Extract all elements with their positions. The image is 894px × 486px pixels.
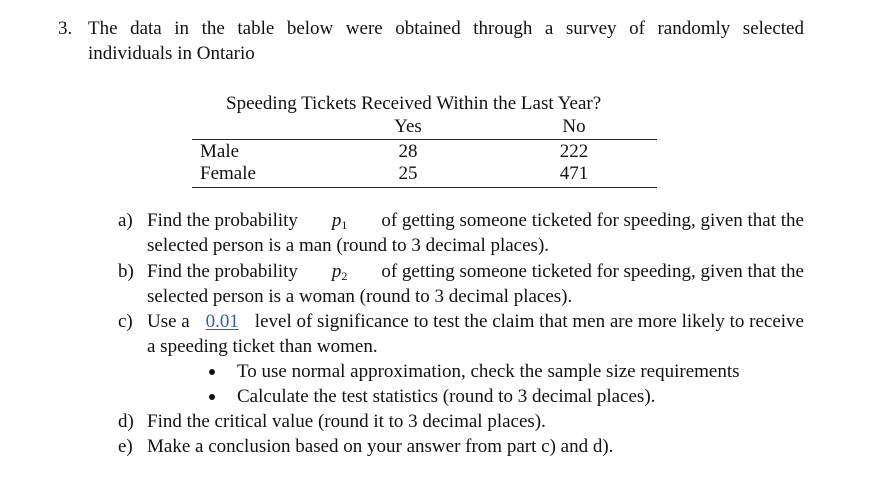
part-c-text-post: level of significance to test the claim that men are more likely to receive [254,311,804,332]
part-e-text: Make a conclusion based on your answer from part c) and d). [147,436,614,457]
table-bottom-rule [192,187,657,188]
cell-female-yes: 25 [398,163,418,184]
part-a-line2: selected person is a man (round to 3 decimal places). [147,235,550,256]
part-a-text-pre: Find the probability [147,210,298,231]
p1-subscript: 1 [341,218,348,232]
bullet-text-sample-size: To use normal approximation, check the sample size requirements [237,361,740,382]
question-intro-line1: The data in the table below were obtained through a survey of randomly selected [88,18,804,39]
bullet-text-test-statistic: Calculate the test statistics (round to 3 decimal places). [237,386,656,407]
cell-male-no: 222 [559,141,589,162]
question-number: 3. [58,18,73,39]
part-b-marker: b) [118,261,134,282]
part-a-marker: a) [118,210,133,231]
row-label-female: Female [200,163,256,184]
p1-symbol [332,210,348,233]
part-b-line2: selected person is a woman (round to 3 decimal places). [147,286,573,307]
part-a-text-post: of getting someone ticketed for speeding, given that the [381,210,804,231]
table-caption: Speeding Tickets Received Within the Last Year? [226,93,602,114]
part-c-text-pre: Use a [147,311,190,332]
row-label-male: Male [200,141,240,162]
part-c-line1 [147,311,804,333]
part-b-text-pre: Find the probability [147,261,298,282]
p1-letter: p [331,210,342,231]
part-e-marker: e) [118,436,133,457]
part-d-marker: d) [118,411,134,432]
cell-male-yes: 28 [398,141,418,162]
part-d-text: Find the critical value (round it to 3 decimal places). [147,411,546,432]
part-c-marker: c) [118,311,133,332]
cell-female-no: 471 [559,163,589,184]
p2-letter: p [331,261,342,282]
part-c-line2: a speeding ticket than women. [147,336,378,357]
table-header-rule [192,139,657,140]
table-header-yes: Yes [394,116,422,137]
part-b-text-post: of getting someone ticketed for speeding, given that the [381,261,804,282]
significance-level-link[interactable]: 0.01 [205,311,239,332]
bullet-icon [209,394,215,400]
table-header-no: No [562,116,586,137]
question-intro-line2: individuals in Ontario [88,43,255,64]
p2-symbol [332,261,348,284]
part-b-line1 [147,261,804,284]
bullet-icon [209,369,215,375]
p2-subscript: 2 [341,269,348,283]
part-a-line1 [147,210,804,233]
